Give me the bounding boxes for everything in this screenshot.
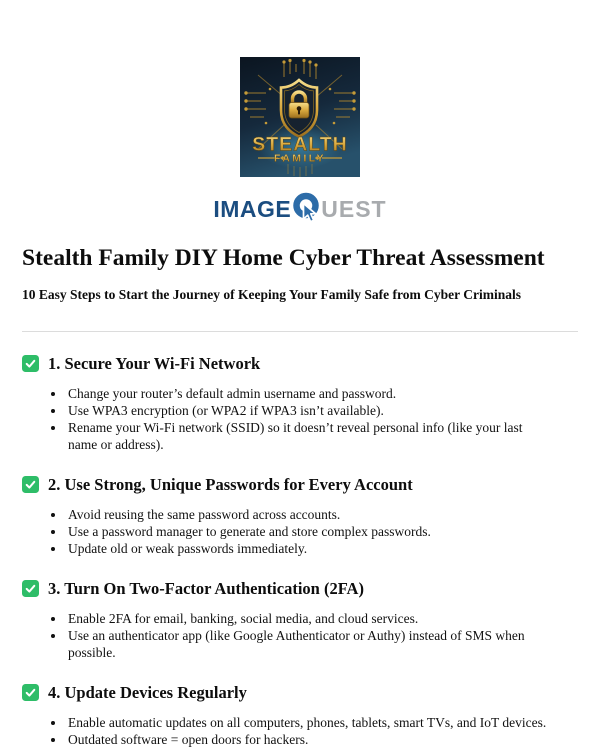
bullet-item: • Use an authenticator app (like Google Authenticator or Authy) instead of SMS when possible. [66, 627, 552, 661]
imagequest-image-text: IMAGE [213, 195, 292, 222]
section-heading [22, 475, 578, 494]
bullet-list [22, 506, 578, 557]
section-title: 2. Use Strong, Unique Passwords for Every Account [48, 474, 413, 494]
bullet-list [22, 385, 578, 453]
stealth-logo-title: STEALTH [252, 133, 348, 156]
imagequest-logo [22, 190, 578, 228]
checklist-section-1 [22, 354, 578, 453]
checklist-section-3 [22, 579, 578, 661]
section-title: 1. Secure Your Wi-Fi Network [48, 353, 261, 373]
section-title: 3. Turn On Two-Factor Authentication (2FA) [48, 578, 364, 598]
section-title: 4. Update Devices Regularly [48, 682, 247, 702]
imagequest-uest-text: UEST [321, 195, 387, 222]
section-heading [22, 683, 578, 702]
green-check-icon [22, 580, 39, 597]
bullet-item: • Update old or weak passwords immediately. [66, 540, 552, 557]
bullet-list [22, 714, 578, 748]
section-heading [22, 354, 578, 373]
imagequest-q-cursor-icon [292, 191, 322, 229]
bullet-item: • Change your router’s default admin username and password. [66, 385, 552, 402]
checklist-section-2 [22, 475, 578, 557]
bullet-item: • Use a password manager to generate and store complex passwords. [66, 523, 552, 540]
page-title: Stealth Family DIY Home Cyber Threat Assessment [22, 245, 545, 271]
checklist-section-4 [22, 683, 578, 748]
green-check-icon [22, 476, 39, 493]
bullet-list [22, 610, 578, 661]
bullet-item: • Avoid reusing the same password across accounts. [66, 506, 552, 523]
page-subtitle: 10 Easy Steps to Start the Journey of Keeping Your Family Safe from Cyber Criminals [22, 286, 521, 302]
bullet-item: • Rename your Wi-Fi network (SSID) so it doesn’t reveal personal info (like your last name or address). [66, 419, 552, 453]
stealth-family-logo-image [240, 57, 360, 177]
bullet-item: • Outdated software = open doors for hackers. [66, 731, 552, 748]
bullet-item: • Enable automatic updates on all computers, phones, tablets, smart TVs, and IoT devices. [66, 714, 552, 731]
section-heading [22, 579, 578, 598]
bullet-item: • Enable 2FA for email, banking, social media, and cloud services. [66, 610, 552, 627]
green-check-icon [22, 355, 39, 372]
stealth-logo-subtitle: FAMILY [274, 152, 326, 165]
green-check-icon [22, 684, 39, 701]
stealth-family-logo [22, 0, 578, 177]
bullet-item: • Use WPA3 encryption (or WPA2 if WPA3 isn’t available). [66, 402, 552, 419]
divider [22, 331, 578, 332]
